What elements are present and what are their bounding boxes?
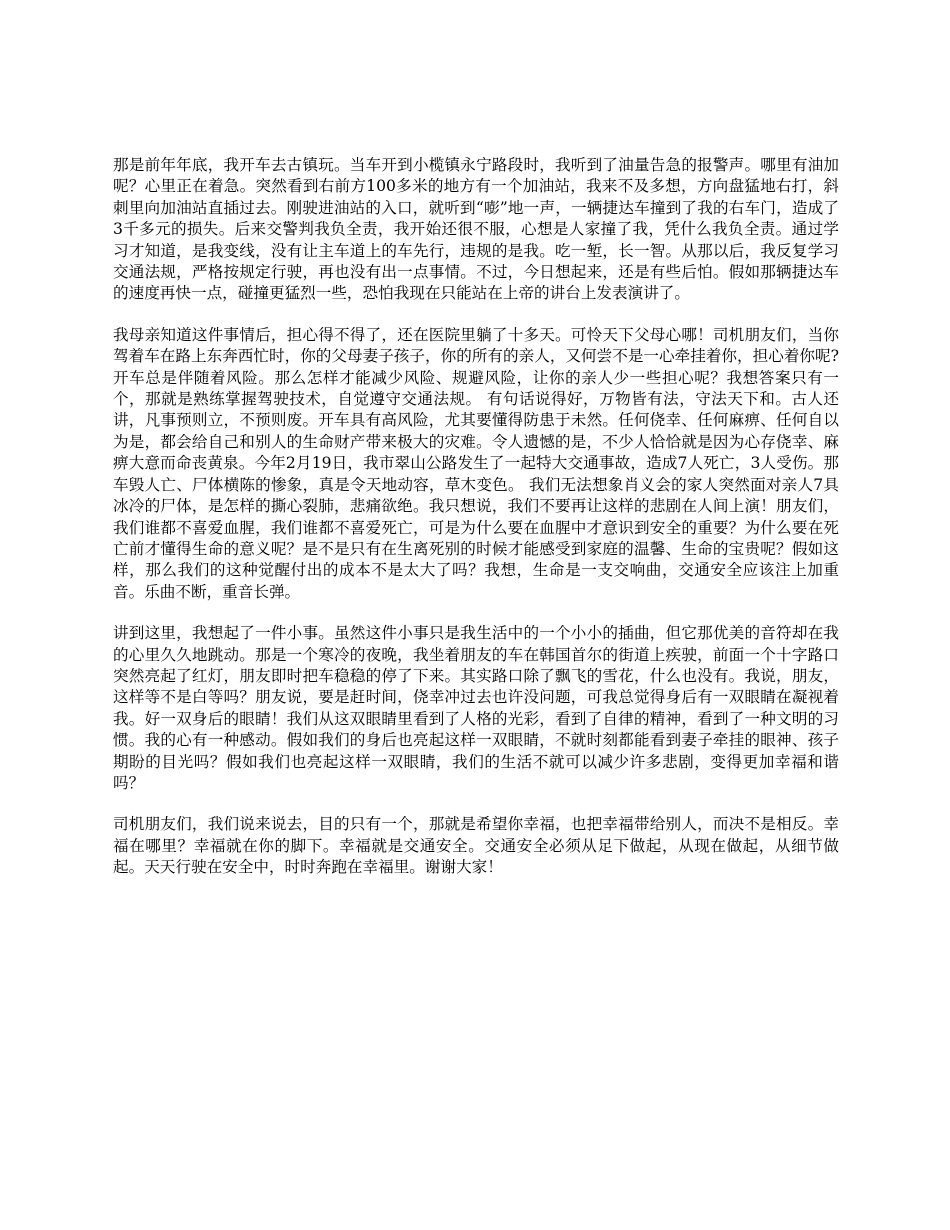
paragraph-1: 那是前年年底，我开车去古镇玩。当车开到小榄镇永宁路段时，我听到了油量告急的报警声。哪里有油加呢？心里正在着急。突然看到右前方100多米的地方有一个加油站，我来不及多想，方向盘猛地右打，斜刺里向加油站直插过去。刚驶进油站的入口，就听到“嘭”地一声，一辆捷达车撞到了我的右车门，造成了3千多元的损失。后来交警判我负全责，我开始还很不服，心想是人家撞了我，凭什么我负全责。通过学习才知道，是我变线，没有让主车道上的车先行，违规的是我。吃一堑，长一智。从那以后，我反复学习交通法规，严格按规定行驶，再也没有出一点事情。不过，今日想起来，还是有些后怕。假如那辆捷达车的速度再快一点，碰撞更猛烈一些，恐怕我现在只能站在上帝的讲台上发表演讲了。 <box>113 156 839 303</box>
paragraph-4: 司机朋友们，我们说来说去，目的只有一个，那就是希望你幸福，也把幸福带给别人，而决不是相反。幸福在哪里？幸福就在你的脚下。幸福就是交通安全。交通安全必须从足下做起，从现在做起，从细节做起。天天行驶在安全中，时时奔跑在幸福里。谢谢大家！ <box>113 815 839 877</box>
document-body <box>113 155 839 899</box>
paragraph-3: 讲到这里，我想起了一件小事。虽然这件小事只是我生活中的一个小小的插曲，但它那优美的音符却在我的心里久久地跳动。那是一个寒冷的夜晚，我坐着朋友的车在韩国首尔的街道上疾驶，前面一个十字路口突然亮起了红灯，朋友即时把车稳稳的停了下来。其实路口除了飘飞的雪花，什么也没有。我说，朋友，这样等不是白等吗？朋友说，要是赶时间，侥幸冲过去也许没问题，可我总觉得身后有一双眼睛在凝视着我。好一双身后的眼睛！我们从这双眼睛里看到了人格的光彩，看到了自律的精神，看到了一种文明的习惯。我的心有一种感动。假如我们的身后也亮起这样一双眼睛，不就时刻都能看到妻子牵挂的眼神、孩子期盼的目光吗？假如我们也亮起这样一双眼睛，我们的生活不就可以减少许多悲剧，变得更加幸福和谐吗？ <box>113 624 839 792</box>
paragraph-2: 我母亲知道这件事情后，担心得不得了，还在医院里躺了十多天。可怜天下父母心哪！司机朋友们，当你驾着车在路上东奔西忙时，你的父母妻子孩子，你的所有的亲人，又何尝不是一心牵挂着你，担心着你呢?开车总是伴随着风险。那么怎样才能减少风险、规避风险，让你的亲人少一些担心呢？我想答案只有一个，那就是熟练掌握驾驶技术，自觉遵守交通法规。 有句话说得好，万物皆有法，守法天下和。古人还讲，凡事预则立，不预则废。开车具有高风险，尤其要懂得防患于未然。任何侥幸、任何麻痹、任何自以为是，都会给自己和别人的生命财产带来极大的灾难。令人遗憾的是，不少人恰恰就是因为心存侥幸、麻痹大意而命丧黄泉。今年2月19日，我市翠山公路发生了一起特大交通事故，造成7人死亡，3人受伤。那车毁人亡、尸体横陈的惨象，真是令天地动容，草木变色。 我们无法想象肖义会的家人突然面对亲人7具冰冷的尸体，是怎样的撕心裂肺，悲痛欲绝。我只想说，我们不要再让这样的悲剧在人间上演！朋友们，我们谁都不喜爱血腥，我们谁都不喜爱死亡，可是为什么要在血腥中才意识到安全的重要？为什么要在死亡前才懂得生命的意义呢？是不是只有在生离死别的时候才能感受到家庭的温馨、生命的宝贵呢？假如这样，那么我们的这种觉醒付出的成本不是太大了吗？我想，生命是一支交响曲，交通安全应该注上加重音。乐曲不断，重音长弹。 <box>113 325 839 601</box>
